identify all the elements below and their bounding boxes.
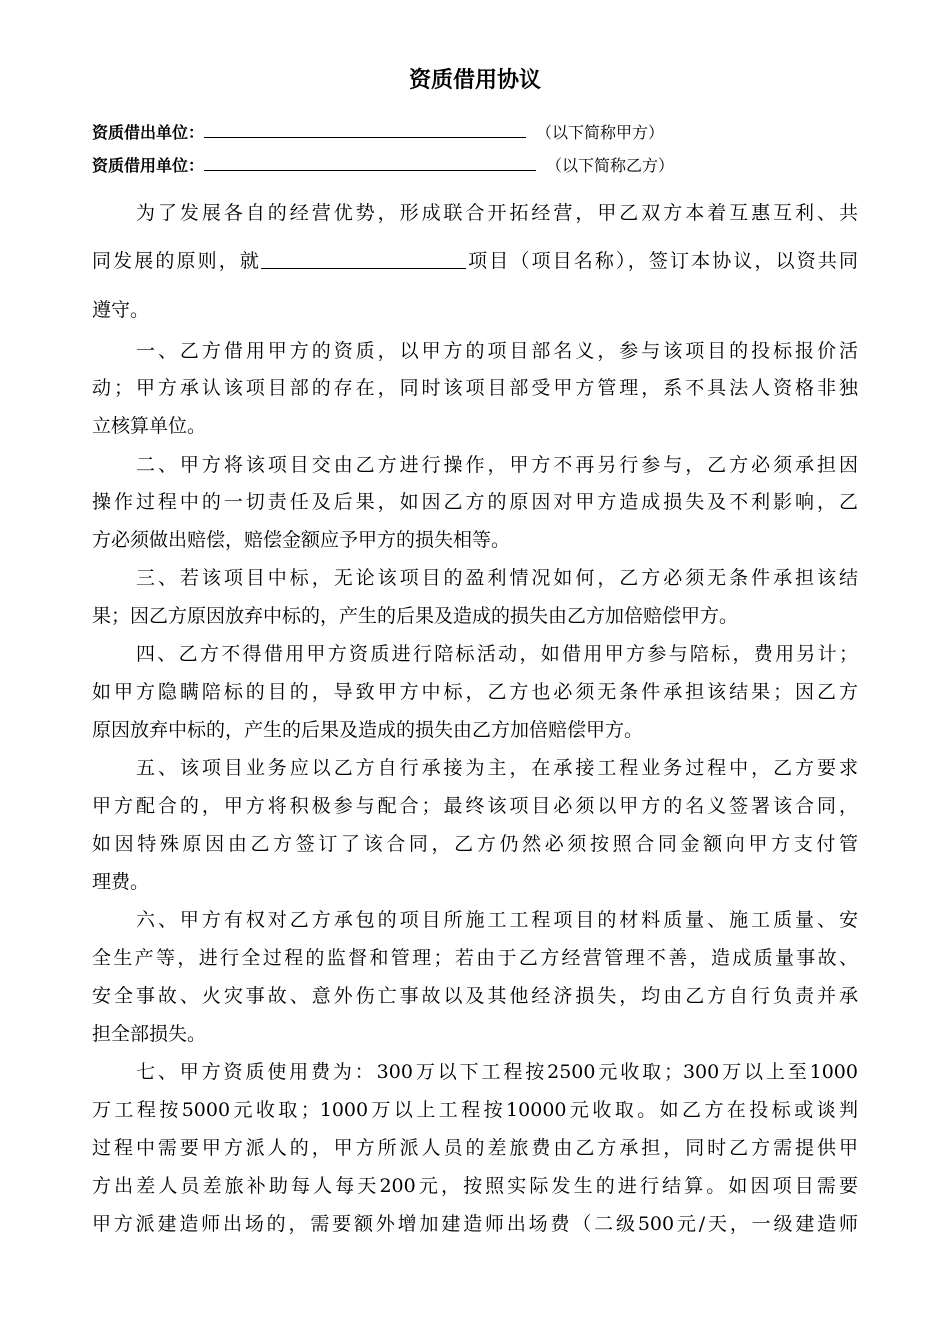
intro-line-2 [92, 246, 858, 276]
clause-1-line-2: 动；甲方承认该项目部的存在，同时该项目部受甲方管理，系不具法人资格非独 [92, 377, 858, 399]
clause-3-line-2: 果；因乙方原因放弃中标的，产生的后果及造成的损失由乙方加倍赔偿甲方。 [92, 605, 739, 627]
clause-2-line-1: 二、甲方将该项目交由乙方进行操作，甲方不再另行参与，乙方必须承担因 [136, 454, 858, 476]
clause-6-line-4: 担全部损失。 [92, 1023, 207, 1045]
clause-2-line-3: 方必须做出赔偿，赔偿金额应予甲方的损失相等。 [92, 529, 511, 551]
clause-4-line-1: 四、乙方不得借用甲方资质进行陪标活动，如借用甲方参与陪标，费用另计； [136, 643, 858, 665]
lender-line [92, 119, 664, 143]
clause-1-line-1: 一、乙方借用甲方的资质，以甲方的项目部名义，参与该项目的投标报价活 [136, 340, 858, 362]
clause-7-line-3: 过程中需要甲方派人的，甲方所派人员的差旅费由乙方承担，同时乙方需提供甲 [92, 1137, 858, 1159]
borrower-note: （以下简称乙方） [546, 156, 675, 175]
clause-4-line-3: 原因放弃中标的，产生的后果及造成的损失由乙方加倍赔偿甲方。 [92, 719, 644, 741]
clause-2-line-2: 操作过程中的一切责任及后果，如因乙方的原因对甲方造成损失及不利影响，乙 [92, 491, 858, 513]
intro-line-1: 为了发展各自的经营优势，形成联合开拓经营，甲乙双方本着互惠互利、共 [136, 202, 858, 224]
project-name-blank[interactable] [261, 246, 466, 269]
clause-5-line-1: 五、该项目业务应以乙方自行承接为主，在承接工程业务过程中，乙方要求 [136, 757, 858, 779]
document-title: 资质借用协议 [408, 68, 541, 93]
intro-line-2a: 同发展的原则，就 [92, 250, 262, 272]
clause-4-line-2: 如甲方隐瞒陪标的目的，导致甲方中标，乙方也必须无条件承担该结果；因乙方 [92, 681, 858, 703]
clause-5-line-3: 如因特殊原因由乙方签订了该合同，乙方仍然必须按照合同金额向甲方支付管 [92, 833, 858, 855]
clause-7-line-2: 万工程按5000元收取；1000万以上工程按10000元收取。如乙方在投标或谈判 [92, 1099, 858, 1121]
borrower-blank[interactable] [204, 152, 536, 171]
intro-line-2b: 项目（项目名称），签订本协议，以资共同 [466, 250, 858, 272]
clause-6-line-3: 安全事故、火灾事故、意外伤亡事故以及其他经济损失，均由乙方自行负责并承 [92, 985, 858, 1007]
intro-line-3: 遵守。 [92, 299, 150, 321]
clause-5-line-4: 理费。 [92, 871, 150, 893]
clause-5-line-2: 甲方配合的，甲方将积极参与配合；最终该项目必须以甲方的名义签署该合同， [92, 795, 858, 817]
clause-6-line-2: 全生产等，进行全过程的监督和管理；若由于乙方经营管理不善，造成质量事故、 [92, 947, 858, 969]
lender-note: （以下简称甲方） [536, 123, 665, 142]
lender-blank[interactable] [204, 119, 526, 138]
clause-7-line-4: 方出差人员差旅补助每人每天200元，按照实际发生的进行结算。如因项目需要 [92, 1175, 858, 1197]
clause-1-line-3: 立核算单位。 [92, 415, 207, 437]
lender-label: 资质借出单位： [92, 123, 205, 142]
clause-7-line-5: 甲方派建造师出场的，需要额外增加建造师出场费（二级500元/天，一级建造师 [92, 1213, 858, 1235]
clause-3-line-1: 三、若该项目中标，无论该项目的盈利情况如何，乙方必须无条件承担该结 [136, 567, 858, 589]
clause-6-line-1: 六、甲方有权对乙方承包的项目所施工工程项目的材料质量、施工质量、安 [136, 909, 858, 931]
borrower-line [92, 152, 674, 176]
borrower-label: 资质借用单位： [92, 156, 205, 175]
clause-7-line-1: 七、甲方资质使用费为：300万以下工程按2500元收取；300万以上至1000 [136, 1061, 858, 1083]
